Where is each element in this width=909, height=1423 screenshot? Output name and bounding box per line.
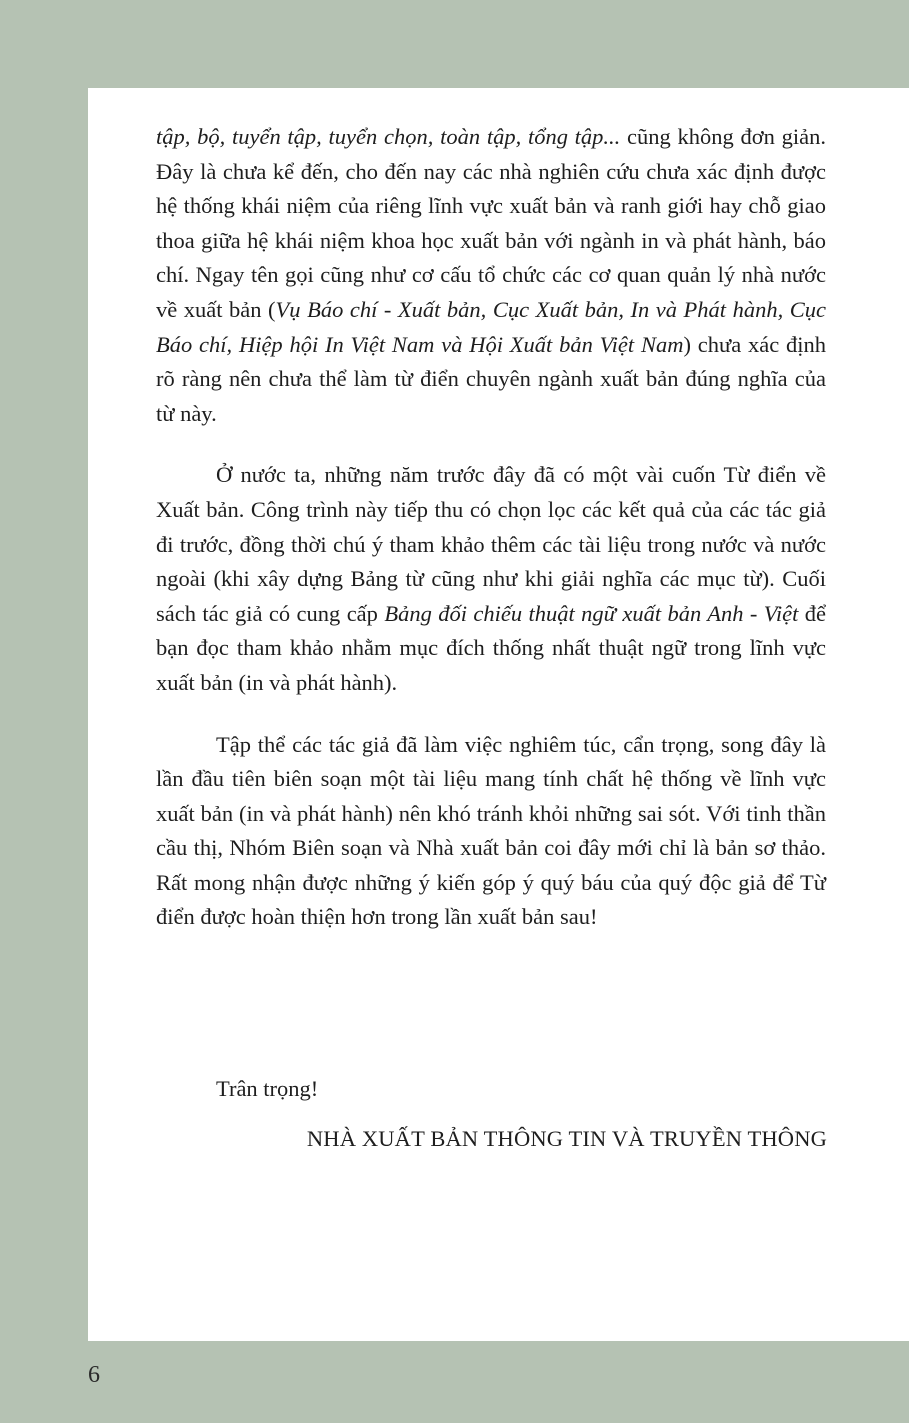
body-text <box>156 120 826 935</box>
text-span: ) chưa xác định rõ ràng nên chưa thể làm từ điển chuyên ngành xuất bản đúng nghĩa của từ này. <box>156 331 826 426</box>
italic-phrase: tập, bộ, tuyển tập, tuyển chọn, toàn tập, tổng tập... <box>156 124 621 149</box>
italic-phrase: Bảng đối chiếu thuật ngữ xuất bản Anh - Việt <box>384 600 799 626</box>
page-number: 6 <box>88 1362 100 1388</box>
paragraph-continuation <box>156 120 826 431</box>
text-span: để bạn đọc tham khảo nhằm mục đích thống nhất thuật ngữ trong lĩnh vực xuất bản (in và phát hành). <box>156 600 827 695</box>
paragraph-history <box>156 458 826 700</box>
publisher-name: NHÀ XUẤT BẢN THÔNG TIN VÀ TRUYỀN THÔNG <box>306 1126 827 1151</box>
text-span: Ở nước ta, những năm trước đây đã có một vài cuốn Từ điển về Xuất bản. Công trình này tiếp thu có chọn lọc các kết quả của các tác giả đi trước, đồng thời chú ý tham khảo thêm các tài liệu trong nước và nước ngoài (khi xây dựng Bảng từ cũng như khi giải nghĩa các mục từ). Cuối sách tác giả có cung cấp <box>156 462 826 626</box>
italic-phrase: Vụ Báo chí - Xuất bản, Cục Xuất bản, In và Phát hành, Cục Báo chí, Hiệp hội In Việt Nam và Hội Xuất bản Việt Nam <box>156 296 826 357</box>
text-span: cũng không đơn giản. Đây là chưa kể đến, cho đến nay các nhà nghiên cứu chưa xác định được hệ thống khái niệm của riêng lĩnh vực xuất bản và ranh giới hay chỗ giao thoa giữa hệ khái niệm khoa học xuất bản với ngành in và phát hành, báo chí. Ngay tên gọi cũng như cơ cấu tổ chức các cơ quan quản lý nhà nước về xuất bản ( <box>156 124 826 322</box>
paragraph-acknowledgement: Tập thể các tác giả đã làm việc nghiêm túc, cẩn trọng, song đây là lần đầu tiên biên soạn một tài liệu mang tính chất hệ thống về lĩnh vực xuất bản (in và phát hành) nên khó tránh khỏi những sai sót. Với tinh thần cầu thị, Nhóm Biên soạn và Nhà xuất bản coi đây mới chỉ là bản sơ thảo. Rất mong nhận được những ý kiến góp ý quý báu của quý độc giả để Từ điển được hoàn thiện hơn trong lần xuất bản sau! <box>156 731 826 930</box>
signoff: Trân trọng! <box>216 1076 319 1101</box>
